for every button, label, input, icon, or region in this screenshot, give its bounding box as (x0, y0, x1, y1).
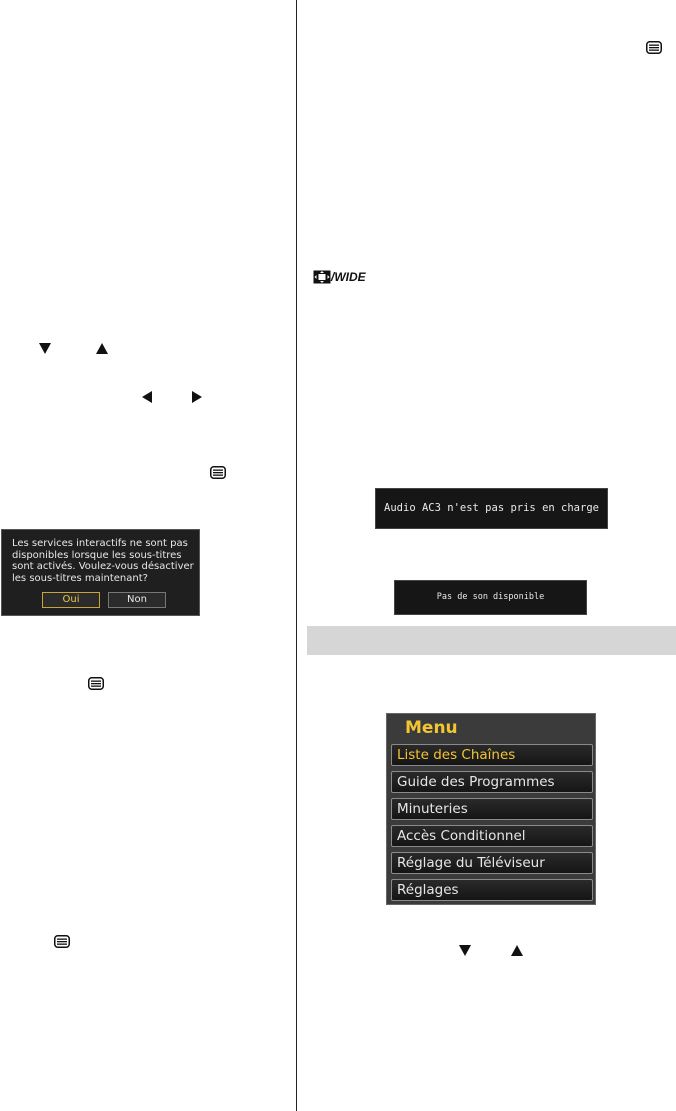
right-arrow-icon (192, 391, 202, 403)
down-arrow-icon (39, 343, 51, 354)
dialog-message: Les services interactifs ne sont pas disponibles lorsque les sous-titres sont activés. Voulez-vous désactiver les sous-titres maintenant? (12, 538, 194, 584)
ac3-not-supported-message: Audio AC3 n'est pas pris en charge (375, 488, 608, 529)
menu-title: Menu (405, 718, 458, 738)
column-divider (296, 0, 297, 1111)
menu-item-program-guide[interactable]: Guide des Programmes (391, 771, 593, 793)
teletext-button-icon (88, 677, 104, 690)
wide-button-label: /WIDE (331, 270, 366, 284)
no-sound-message: Pas de son disponible (394, 580, 587, 615)
section-heading-bar (307, 626, 676, 655)
zoom-wide-button-icon (313, 270, 331, 284)
menu-item-conditional-access[interactable]: Accès Conditionnel (391, 825, 593, 847)
menu-item-timers[interactable]: Minuteries (391, 798, 593, 820)
menu-item-channel-list[interactable]: Liste des Chaînes (391, 744, 593, 766)
teletext-button-icon (210, 466, 226, 479)
left-arrow-icon (142, 391, 152, 403)
menu-item-tv-setup[interactable]: Réglage du Téléviseur (391, 852, 593, 874)
no-button[interactable]: Non (108, 592, 166, 608)
teletext-button-icon (646, 41, 662, 54)
up-arrow-icon (96, 343, 108, 354)
up-arrow-icon (511, 945, 523, 956)
down-arrow-icon (459, 945, 471, 956)
subtitle-disable-dialog (1, 529, 200, 616)
main-menu (386, 713, 596, 905)
yes-button[interactable]: Oui (42, 592, 100, 608)
menu-item-settings[interactable]: Réglages (391, 879, 593, 901)
teletext-button-icon (54, 935, 70, 948)
